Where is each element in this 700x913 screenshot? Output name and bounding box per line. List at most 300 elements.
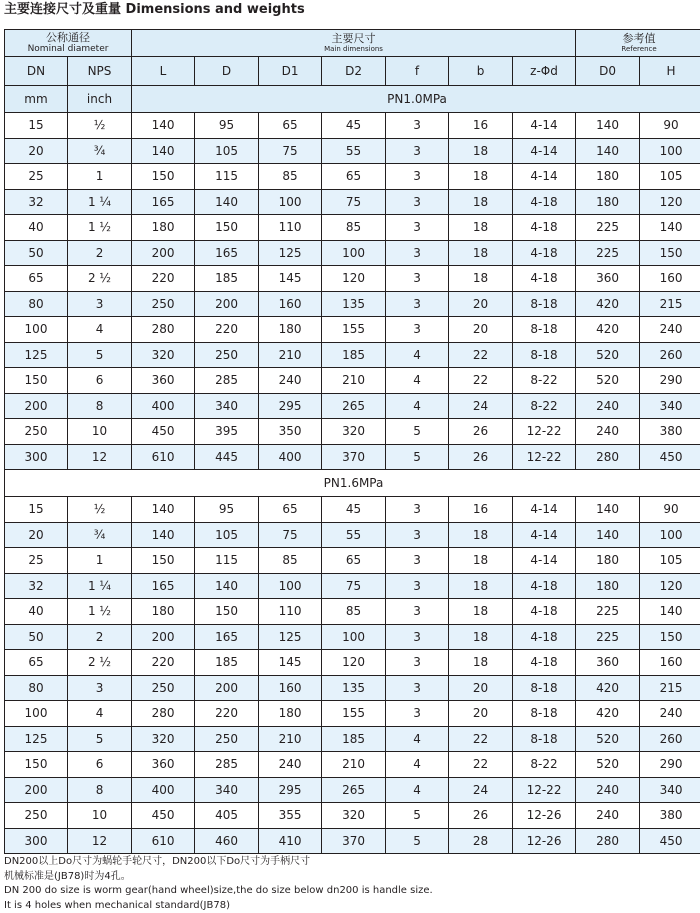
table-cell: 120 [322, 266, 386, 292]
table-cell: 100 [259, 189, 322, 215]
footnotes [4, 855, 694, 913]
table-cell: 100 [322, 624, 386, 650]
table-cell: 250 [5, 803, 68, 829]
table-cell: 125 [259, 240, 322, 266]
table-cell: 290 [640, 752, 700, 778]
table-cell: 210 [322, 752, 386, 778]
table-cell: 150 [5, 752, 68, 778]
table-cell: 115 [195, 548, 259, 574]
table-row [5, 266, 700, 292]
table-cell: 290 [640, 368, 700, 394]
table-cell: 4-14 [513, 138, 576, 164]
table-row [5, 752, 700, 778]
table-cell: 340 [640, 393, 700, 419]
pressure-class-label: PN1.6MPa [5, 470, 700, 497]
table-cell: 450 [640, 828, 700, 854]
table-cell: 100 [640, 138, 700, 164]
table-cell: 8-22 [513, 368, 576, 394]
table-cell: 85 [259, 548, 322, 574]
table-row [5, 726, 700, 752]
table-cell: 5 [386, 828, 449, 854]
table-cell: 45 [322, 113, 386, 139]
table-cell: 225 [576, 215, 640, 241]
table-cell: 1 [68, 548, 132, 574]
table-cell: 115 [195, 164, 259, 190]
table-cell: 110 [259, 215, 322, 241]
table-cell: 4-14 [513, 164, 576, 190]
table-cell: 160 [640, 266, 700, 292]
table-cell: 18 [449, 240, 513, 266]
table-cell: 220 [195, 701, 259, 727]
table-cell: 1 ¼ [68, 573, 132, 599]
table-row [5, 189, 700, 215]
table-cell: 160 [259, 291, 322, 317]
table-cell: 125 [259, 624, 322, 650]
table-cell: 3 [386, 624, 449, 650]
table-cell: 20 [449, 675, 513, 701]
header-row-columns [5, 57, 700, 86]
table-cell: 12-26 [513, 803, 576, 829]
table-cell: 18 [449, 573, 513, 599]
table-cell: 20 [5, 522, 68, 548]
table-cell: 1 [68, 164, 132, 190]
table-cell: 280 [132, 317, 195, 343]
table-cell: 520 [576, 368, 640, 394]
table-row [5, 701, 700, 727]
table-cell: 300 [5, 828, 68, 854]
table-cell: 24 [449, 777, 513, 803]
table-cell: 240 [576, 777, 640, 803]
table-cell: 445 [195, 444, 259, 470]
table-cell: 85 [322, 599, 386, 625]
table-cell: 150 [5, 368, 68, 394]
col-header-d2: D2 [322, 57, 386, 86]
table-cell: 140 [576, 113, 640, 139]
table-cell: 165 [132, 189, 195, 215]
table-cell: 140 [132, 113, 195, 139]
table-cell: 95 [195, 497, 259, 523]
table-cell: 210 [259, 726, 322, 752]
table-cell: 350 [259, 419, 322, 445]
table-cell: 210 [322, 368, 386, 394]
table-cell: 240 [259, 752, 322, 778]
table-row [5, 624, 700, 650]
table-cell: 120 [322, 650, 386, 676]
main-dimensions-en: Main dimensions [324, 45, 383, 53]
table-cell: 105 [640, 548, 700, 574]
table-cell: 25 [5, 548, 68, 574]
table-cell: 55 [322, 138, 386, 164]
table-cell: 4-18 [513, 599, 576, 625]
table-cell: 155 [322, 701, 386, 727]
table-cell: 140 [640, 599, 700, 625]
table-cell: 4-18 [513, 624, 576, 650]
table-cell: 105 [195, 138, 259, 164]
table-cell: 40 [5, 215, 68, 241]
table-cell: 180 [576, 548, 640, 574]
table-cell: 160 [259, 675, 322, 701]
table-cell: 215 [640, 291, 700, 317]
table-cell: 20 [449, 701, 513, 727]
table-cell: 140 [576, 138, 640, 164]
table-cell: 200 [5, 777, 68, 803]
table-cell: 260 [640, 726, 700, 752]
table-row [5, 828, 700, 854]
table-cell: 150 [132, 548, 195, 574]
table-cell: 135 [322, 675, 386, 701]
nominal-diameter-en: Nominal diameter [27, 44, 109, 54]
table-cell: 3 [386, 650, 449, 676]
col-header-d1: D1 [259, 57, 322, 86]
table-cell: 140 [132, 497, 195, 523]
table-cell: 285 [195, 752, 259, 778]
table-cell: 100 [5, 317, 68, 343]
table-cell: 280 [132, 701, 195, 727]
footnote-line: DN200以上Do尺寸为蜗轮手轮尺寸，DN200以下Do尺寸为手柄尺寸 [4, 856, 311, 867]
table-cell: 105 [640, 164, 700, 190]
table-cell: 65 [5, 266, 68, 292]
col-header-h: H [640, 57, 700, 86]
table-cell: 4-18 [513, 215, 576, 241]
table-cell: 150 [195, 599, 259, 625]
table-cell: 180 [132, 215, 195, 241]
table-cell: 26 [449, 444, 513, 470]
table-cell: 18 [449, 522, 513, 548]
table-cell: 40 [5, 599, 68, 625]
table-cell: 420 [576, 701, 640, 727]
table-cell: 85 [259, 164, 322, 190]
table-cell: 28 [449, 828, 513, 854]
table-row [5, 138, 700, 164]
table-cell: 12 [68, 828, 132, 854]
table-cell: 15 [5, 113, 68, 139]
table-cell: 180 [576, 164, 640, 190]
table-cell: 6 [68, 368, 132, 394]
table-cell: 280 [576, 828, 640, 854]
main-dimensions-zh: 主要尺寸 [331, 32, 376, 45]
col-header-b: b [449, 57, 513, 86]
table-row [5, 342, 700, 368]
table-cell: 1 ½ [68, 599, 132, 625]
header-row-groups [5, 30, 700, 57]
page-title: 主要连接尺寸及重量 Dimensions and weights [4, 2, 305, 17]
table-cell: 12-22 [513, 419, 576, 445]
table-cell: 340 [195, 777, 259, 803]
table-cell: 18 [449, 650, 513, 676]
table-cell: 340 [640, 777, 700, 803]
table-cell: 260 [640, 342, 700, 368]
table-cell: 4 [68, 317, 132, 343]
table-cell: 8-18 [513, 291, 576, 317]
table-cell: 18 [449, 164, 513, 190]
table-cell: 610 [132, 828, 195, 854]
table-cell: 320 [132, 726, 195, 752]
table-cell: 65 [322, 164, 386, 190]
table-cell: 120 [640, 573, 700, 599]
table-cell: 210 [259, 342, 322, 368]
table-cell: 225 [576, 599, 640, 625]
table-cell: 450 [132, 803, 195, 829]
table-cell: 180 [259, 317, 322, 343]
table-cell: 135 [322, 291, 386, 317]
table-cell: 295 [259, 393, 322, 419]
table-cell: 405 [195, 803, 259, 829]
table-cell: 20 [449, 317, 513, 343]
table-cell: 85 [322, 215, 386, 241]
table-cell: 3 [386, 189, 449, 215]
footnote-line: DN 200 do size is worm gear(hand wheel)size,the do size below dn200 is handle size. [4, 885, 433, 896]
table-cell: 165 [195, 240, 259, 266]
table-cell: 125 [5, 726, 68, 752]
table-cell: 3 [386, 701, 449, 727]
table-cell: 8-18 [513, 726, 576, 752]
table-cell: 3 [386, 138, 449, 164]
table-cell: 5 [386, 444, 449, 470]
table-cell: 8-22 [513, 393, 576, 419]
table-row [5, 777, 700, 803]
table-cell: 75 [322, 573, 386, 599]
table-body [5, 30, 700, 854]
table-cell: 610 [132, 444, 195, 470]
reference-header [576, 30, 700, 57]
table-cell: 110 [259, 599, 322, 625]
table-row [5, 573, 700, 599]
table-cell: 75 [322, 189, 386, 215]
table-cell: 18 [449, 189, 513, 215]
reference-en: Reference [621, 45, 657, 53]
table-cell: 140 [132, 138, 195, 164]
table-cell: 20 [5, 138, 68, 164]
table-cell: 100 [322, 240, 386, 266]
table-cell: 5 [68, 342, 132, 368]
table-cell: 4 [386, 342, 449, 368]
table-cell: 150 [640, 240, 700, 266]
table-cell: 295 [259, 777, 322, 803]
table-cell: 65 [322, 548, 386, 574]
table-cell: 3 [386, 291, 449, 317]
table-cell: 4 [386, 726, 449, 752]
dimensions-table [4, 29, 700, 854]
table-cell: 50 [5, 624, 68, 650]
table-cell: 100 [640, 522, 700, 548]
table-cell: 18 [449, 599, 513, 625]
col-header-nps: NPS [68, 57, 132, 86]
table-row [5, 803, 700, 829]
table-cell: 4 [386, 752, 449, 778]
table-cell: 220 [195, 317, 259, 343]
table-cell: 240 [576, 393, 640, 419]
table-cell: 400 [132, 393, 195, 419]
table-cell: 6 [68, 752, 132, 778]
table-cell: 360 [576, 650, 640, 676]
table-cell: 355 [259, 803, 322, 829]
table-cell: 2 ½ [68, 266, 132, 292]
table-cell: 22 [449, 342, 513, 368]
table-cell: 300 [5, 444, 68, 470]
table-cell: 4 [68, 701, 132, 727]
table-cell: 12 [68, 444, 132, 470]
table-cell: 140 [195, 573, 259, 599]
table-cell: 12-22 [513, 444, 576, 470]
table-cell: 250 [195, 726, 259, 752]
table-cell: 22 [449, 752, 513, 778]
col-header-bolt-holes: z-Φd [513, 57, 576, 86]
table-cell: 520 [576, 726, 640, 752]
table-cell: 3 [386, 675, 449, 701]
table-cell: 24 [449, 393, 513, 419]
table-cell: 155 [322, 317, 386, 343]
table-cell: 2 [68, 624, 132, 650]
table-cell: 65 [259, 497, 322, 523]
table-cell: 395 [195, 419, 259, 445]
table-cell: 4-18 [513, 573, 576, 599]
table-cell: 420 [576, 291, 640, 317]
table-cell: 50 [5, 240, 68, 266]
table-row [5, 240, 700, 266]
col-header-f: f [386, 57, 449, 86]
table-cell: 8-22 [513, 752, 576, 778]
table-cell: 1 ½ [68, 215, 132, 241]
table-cell: 22 [449, 368, 513, 394]
table-cell: 285 [195, 368, 259, 394]
table-cell: 240 [259, 368, 322, 394]
pressure-class-row [5, 470, 700, 497]
table-cell: 8-18 [513, 342, 576, 368]
col-header-dn: DN [5, 57, 68, 86]
table-cell: 370 [322, 828, 386, 854]
table-row [5, 215, 700, 241]
table-cell: 4-14 [513, 113, 576, 139]
table-cell: 200 [195, 675, 259, 701]
table-cell: 4-14 [513, 497, 576, 523]
table-cell: 75 [259, 522, 322, 548]
table-cell: 125 [5, 342, 68, 368]
table-cell: 75 [259, 138, 322, 164]
main-dimensions-header [132, 30, 576, 57]
table-cell: 380 [640, 803, 700, 829]
table-cell: 18 [449, 624, 513, 650]
table-cell: 18 [449, 548, 513, 574]
table-cell: 140 [576, 522, 640, 548]
table-cell: 10 [68, 419, 132, 445]
table-cell: 370 [322, 444, 386, 470]
table-cell: 4-14 [513, 522, 576, 548]
table-cell: 460 [195, 828, 259, 854]
table-row [5, 393, 700, 419]
table-cell: 250 [195, 342, 259, 368]
table-cell: 225 [576, 240, 640, 266]
table-cell: 120 [640, 189, 700, 215]
table-cell: 240 [640, 317, 700, 343]
table-cell: 200 [5, 393, 68, 419]
table-cell: 165 [132, 573, 195, 599]
unit-dn: mm [5, 86, 68, 113]
table-cell: ½ [68, 113, 132, 139]
table-cell: 4 [386, 393, 449, 419]
table-cell: 400 [259, 444, 322, 470]
table-cell: 380 [640, 419, 700, 445]
table-cell: 26 [449, 419, 513, 445]
table-cell: 3 [386, 113, 449, 139]
table-row [5, 444, 700, 470]
table-cell: 10 [68, 803, 132, 829]
table-cell: 250 [132, 291, 195, 317]
table-cell: 8 [68, 393, 132, 419]
table-cell: 32 [5, 573, 68, 599]
table-cell: 140 [132, 522, 195, 548]
table-cell: 8-18 [513, 675, 576, 701]
table-cell: 340 [195, 393, 259, 419]
col-header-d0: D0 [576, 57, 640, 86]
footnote-line: It is 4 holes when mechanical standard(JB78) [4, 899, 230, 911]
table-row [5, 675, 700, 701]
table-row [5, 291, 700, 317]
table-cell: 250 [132, 675, 195, 701]
table-cell: 4-18 [513, 650, 576, 676]
pressure-class-label: PN1.0MPa [132, 86, 700, 113]
table-cell: 265 [322, 777, 386, 803]
table-cell: 3 [386, 317, 449, 343]
table-row [5, 164, 700, 190]
table-cell: 250 [5, 419, 68, 445]
col-header-l: L [132, 57, 195, 86]
unit-row [5, 86, 700, 113]
table-cell: 420 [576, 675, 640, 701]
table-cell: 240 [576, 419, 640, 445]
table-cell: 26 [449, 803, 513, 829]
table-cell: 140 [576, 497, 640, 523]
table-cell: 185 [322, 342, 386, 368]
table-cell: 80 [5, 291, 68, 317]
table-cell: 420 [576, 317, 640, 343]
table-cell: 100 [5, 701, 68, 727]
table-cell: 240 [640, 701, 700, 727]
table-cell: 3 [386, 497, 449, 523]
table-cell: 3 [386, 548, 449, 574]
table-cell: 4 [386, 368, 449, 394]
table-cell: 4 [386, 777, 449, 803]
table-cell: 3 [386, 164, 449, 190]
table-cell: 220 [132, 266, 195, 292]
dimensions-table-container [4, 29, 698, 854]
table-cell: 265 [322, 393, 386, 419]
table-cell: 400 [132, 777, 195, 803]
table-cell: 5 [386, 419, 449, 445]
table-cell: 145 [259, 650, 322, 676]
table-cell: 3 [68, 291, 132, 317]
table-cell: 45 [322, 497, 386, 523]
table-cell: 145 [259, 266, 322, 292]
table-cell: 450 [132, 419, 195, 445]
nominal-diameter-zh: 公称通径 [46, 31, 90, 44]
table-cell: 12-22 [513, 777, 576, 803]
table-cell: 185 [195, 266, 259, 292]
table-row [5, 419, 700, 445]
table-cell: 360 [132, 368, 195, 394]
table-cell: 240 [576, 803, 640, 829]
table-cell: 32 [5, 189, 68, 215]
table-row [5, 548, 700, 574]
table-cell: 5 [68, 726, 132, 752]
table-cell: 90 [640, 497, 700, 523]
table-cell: 8 [68, 777, 132, 803]
table-cell: 185 [322, 726, 386, 752]
table-cell: 180 [576, 189, 640, 215]
table-cell: 8-18 [513, 701, 576, 727]
table-cell: 200 [195, 291, 259, 317]
table-cell: 165 [195, 624, 259, 650]
table-cell: 180 [576, 573, 640, 599]
